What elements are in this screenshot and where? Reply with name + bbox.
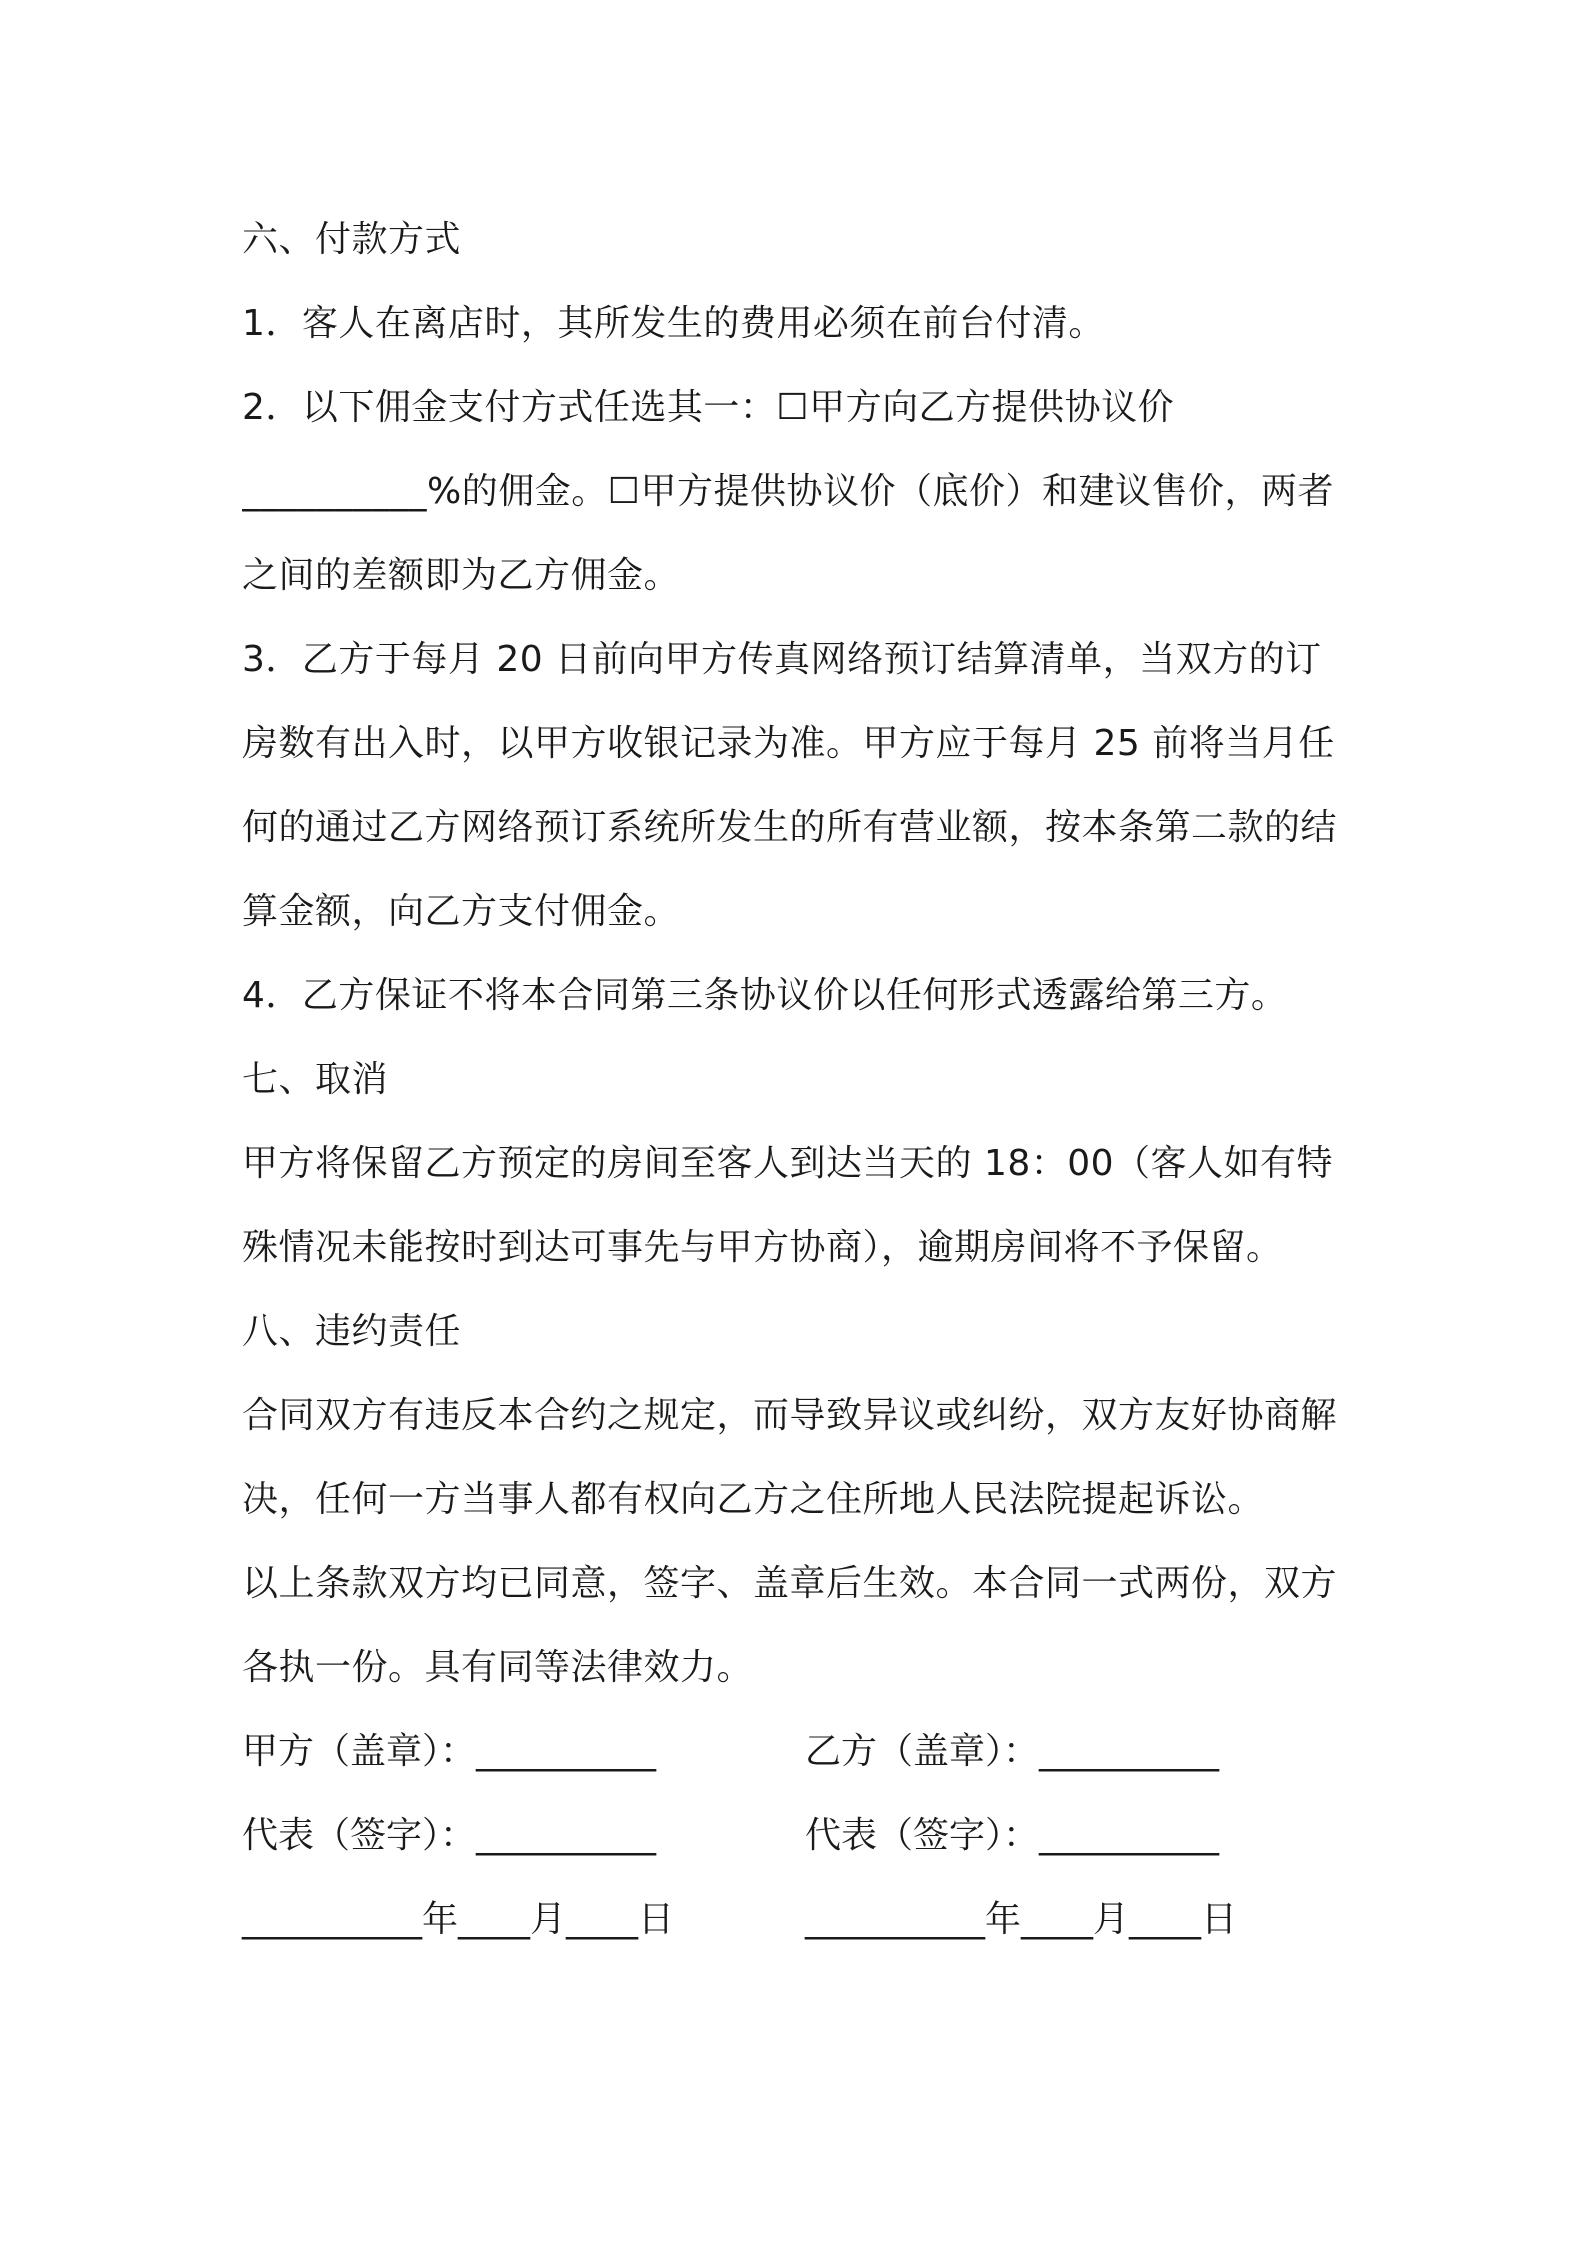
effectiveness-clause-cont: 各执一份。具有同等法律效力。: [242, 1647, 754, 1688]
party-a-date-field: __________年____月____日: [242, 1899, 674, 1940]
party-b-seal-field: 乙方（盖章）：__________: [805, 1731, 1220, 1772]
cancel-clause-cont: 殊情况未能按时到达可事先与甲方协商），逾期房间将不予保留。: [242, 1227, 1283, 1268]
date-row: [242, 1878, 1352, 1962]
payment-clause-3-cont: 房数有出入时，以甲方收银记录为准。甲方应于每月 25 前将当月任: [242, 723, 1335, 764]
party-a-rep-field: 代表（签字）：__________: [242, 1815, 657, 1856]
section-heading-payment: 六、付款方式: [242, 219, 462, 260]
payment-clause-2-cont: __________%的佣金。☐甲方提供协议价（底价）和建议售价，两者: [242, 471, 1334, 512]
seal-row: [242, 1710, 1352, 1794]
payment-clause-2: 2．以下佣金支付方式任选其一：☐甲方向乙方提供协议价: [242, 387, 1175, 428]
effectiveness-clause: 以上条款双方均已同意，签字、盖章后生效。本合同一式两份，双方: [242, 1563, 1338, 1604]
payment-clause-2-cont: 之间的差额即为乙方佣金。: [242, 555, 681, 596]
party-b-rep-field: 代表（签字）：__________: [805, 1815, 1220, 1856]
section-heading-breach: 八、违约责任: [242, 1311, 462, 1352]
payment-clause-3: 3．乙方于每月 20 日前向甲方传真网络预订结算清单，当双方的订: [242, 639, 1322, 680]
contract-page: [242, 198, 1352, 1962]
section-heading-cancel: 七、取消: [242, 1059, 389, 1100]
payment-clause-3-cont: 算金额，向乙方支付佣金。: [242, 891, 681, 932]
breach-clause-cont: 决，任何一方当事人都有权向乙方之住所地人民法院提起诉讼。: [242, 1479, 1265, 1520]
breach-clause: 合同双方有违反本合约之规定，而导致异议或纠纷，双方友好协商解: [242, 1395, 1338, 1436]
party-b-date-field: __________年____月____日: [805, 1899, 1237, 1940]
payment-clause-3-cont: 何的通过乙方网络预订系统所发生的所有营业额，按本条第二款的结: [242, 807, 1338, 848]
party-a-seal-field: 甲方（盖章）：__________: [242, 1731, 657, 1772]
cancel-clause: 甲方将保留乙方预定的房间至客人到达当天的 18：00（客人如有特: [242, 1143, 1334, 1184]
payment-clause-1: 1．客人在离店时，其所发生的费用必须在前台付清。: [242, 303, 1105, 344]
representative-row: [242, 1794, 1352, 1878]
payment-clause-4: 4．乙方保证不将本合同第三条协议价以任何形式透露给第三方。: [242, 975, 1288, 1016]
